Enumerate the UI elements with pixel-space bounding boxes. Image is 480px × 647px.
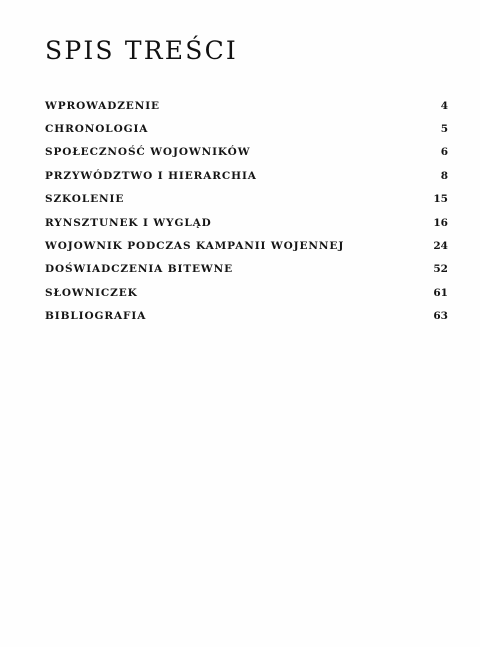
toc-entry-wojownik-podczas-kampanii — [45, 234, 448, 257]
toc-entry-page-number: 24 — [433, 240, 448, 253]
toc-entry-page-number: 61 — [433, 286, 448, 299]
toc-entry-page-number: 6 — [440, 146, 448, 159]
toc-entry-page-number: 5 — [440, 123, 448, 136]
toc-entry-label: WOJOWNIK PODCZAS KAMPANII WOJENNEJ — [45, 240, 345, 253]
toc-entry-label: PRZYWÓDZTWO I HIERARCHIA — [45, 169, 257, 182]
toc-entry-label: DOŚWIADCZENIA BITEWNE — [45, 263, 234, 276]
toc-entry-label: CHRONOLOGIA — [45, 123, 149, 136]
toc-entry-label: WPROWADZENIE — [45, 99, 160, 112]
toc-entry-rynsztunek-i-wyglad — [45, 211, 448, 234]
toc-entry-bibliografia — [45, 305, 448, 328]
toc-entry-page-number: 15 — [433, 193, 448, 206]
toc-entry-szkolenie — [45, 188, 448, 211]
toc-entry-label: BIBLIOGRAFIA — [45, 310, 147, 323]
toc-entry-label: RYNSZTUNEK I WYGLĄD — [45, 216, 212, 229]
toc-entry-slowniczek — [45, 281, 448, 304]
toc-entry-label: SPOŁECZNOŚĆ WOJOWNIKÓW — [45, 146, 251, 159]
table-of-contents — [45, 94, 448, 328]
toc-entry-doswiadczenia-bitewne — [45, 258, 448, 281]
toc-entry-label: SZKOLENIE — [45, 193, 125, 206]
toc-entry-page-number: 4 — [440, 99, 448, 112]
toc-entry-page-number: 8 — [440, 169, 448, 182]
toc-entry-page-number: 16 — [433, 216, 448, 229]
toc-entry-label: SŁOWNICZEK — [45, 286, 138, 299]
toc-entry-page-number: 52 — [433, 263, 448, 276]
page-title: SPIS TREŚCI — [45, 36, 238, 65]
toc-entry-przywodztwo-i-hierarchia — [45, 164, 448, 187]
toc-entry-chronologia — [45, 117, 448, 140]
toc-entry-wprowadzenie — [45, 94, 448, 117]
toc-entry-page-number: 63 — [433, 310, 448, 323]
toc-entry-spolecznosc-wojownikow — [45, 141, 448, 164]
